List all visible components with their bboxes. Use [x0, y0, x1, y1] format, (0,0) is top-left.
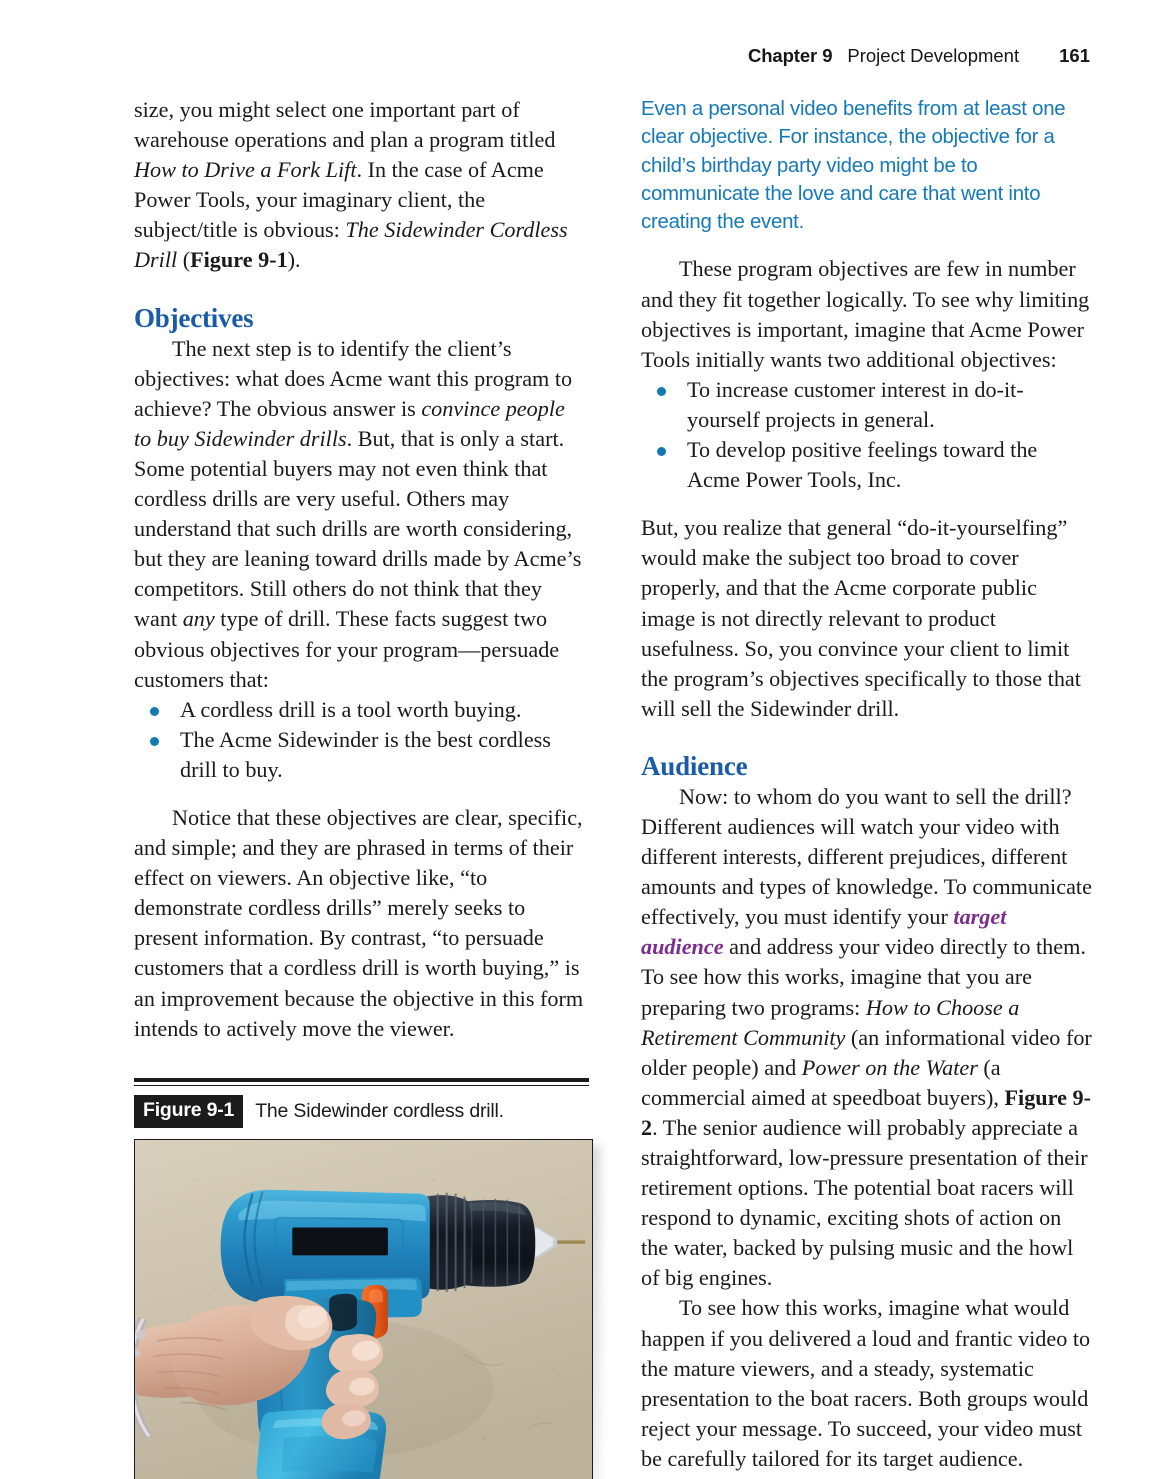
audience-figure-ref: Figure 9-2	[641, 1084, 1091, 1140]
bullet-dot-icon	[150, 707, 159, 716]
list-item-label: To develop positive feelings toward the Acme Power Tools, Inc.	[687, 437, 1038, 493]
objectives-part1: The next step is to identify the client’s objectives: what does Acme want this program to achieve? The obvious answer is	[134, 335, 573, 421]
objectives-part3: type of drill. These facts suggest two obvious objectives for your program—persuade customers that:	[134, 606, 560, 692]
audience-part3: (an informational video for older people) and	[641, 1024, 1092, 1080]
bullet-dot-icon	[657, 447, 666, 456]
figure-photo	[134, 1139, 598, 1479]
continued-part1: size, you might select one important part of warehouse operations and plan a program titled	[134, 97, 556, 153]
page-number: 161	[1059, 45, 1090, 66]
list-item	[134, 695, 585, 725]
objective-bullet-list	[134, 695, 585, 785]
figure-tag: Figure 9-1	[134, 1095, 243, 1128]
audience-paragraph	[641, 782, 1092, 1294]
audience-part2: and address your video directly to them. To see how this works, imagine that you are preparing two programs:	[641, 934, 1086, 1020]
list-item	[641, 375, 1092, 435]
list-item-label: The Acme Sidewinder is the best cordless drill to buy.	[180, 726, 551, 782]
continued-italic2: The Sidewinder Cordless Drill	[134, 217, 568, 273]
closing-paragraph: To see how this works, imagine what would happen if you delivered a loud and frantic video to the mature viewers, and a steady, systematic presentation to the boat racers. Both groups would reject your message. To succeed, your video must be carefully tailored for its target audience.	[641, 1295, 1091, 1471]
continued-part3: (	[177, 247, 191, 273]
key-term-target-audience: target audience	[641, 904, 1007, 960]
but-you-realize-paragraph: But, you realize that general “do-it-yourselfing” would make the subject too broad to cover properly, and that the Acme corporate public image is not directly relevant to product usefulness. So, you convince your client to limit the program’s objectives specifically to those that will sell the Sidewinder drill.	[641, 515, 1081, 721]
figure-rule-thick	[134, 1078, 589, 1082]
figure-caption-row	[134, 1095, 589, 1128]
callout-note: Even a personal video benefits from at least one clear objective. For instance, the objective for a child’s birthday party video might be to communicate the love and care that went into creating the event.	[641, 98, 1066, 234]
two-column-body	[134, 95, 1092, 1479]
list-item	[134, 725, 585, 785]
list-item-label: A cordless drill is a tool worth buying.	[180, 696, 522, 722]
continued-part2: . In the case of Acme Power Tools, your imaginary client, the subject/title is obvious:	[134, 157, 544, 243]
objectives-heading: Objectives	[134, 302, 254, 333]
audience-part1: Now: to whom do you want to sell the drill? Different audiences will watch your video with different interests, different prejudices, different amounts and types of knowledge. To communicate effectively, you must identify your	[641, 783, 1092, 930]
objectives-part2: . But, that is only a start. Some potential buyers may not even think that cordless drills are very useful. Others may understand that such drills are worth considering, but they are leaning toward drills made by Acme’s competitors. Still others do not think that they want	[134, 425, 582, 632]
figure-9-1	[134, 1078, 589, 1479]
figure-rule-thin	[134, 1085, 589, 1087]
objectives-italic1: convince people to buy Sidewinder drills	[134, 395, 565, 451]
cordless-drill-photo	[135, 1140, 592, 1479]
running-head	[748, 45, 1090, 67]
continued-part4: ).	[287, 247, 301, 273]
objectives-paragraph	[134, 334, 585, 695]
list-item-label: To increase customer interest in do-it-yourself projects in general.	[687, 376, 1024, 432]
continued-figure-ref: Figure 9-1	[190, 247, 288, 273]
audience-italic2: Power on the Water	[801, 1054, 978, 1080]
figure-photo-frame	[134, 1139, 593, 1479]
continued-italic1: How to Drive a Fork Lift	[134, 157, 357, 183]
left-column	[134, 95, 585, 1479]
audience-heading: Audience	[641, 750, 748, 781]
bullet-dot-icon	[150, 737, 159, 746]
list-item	[641, 435, 1092, 495]
audience-part4: (a commercial aimed at speedboat buyers),	[641, 1054, 1005, 1110]
running-head-chapter-title: Project Development	[847, 45, 1020, 66]
audience-part5: . The senior audience will probably appreciate a straightforward, low-pressure presentation of their retirement options. The potential boat racers will respond to dynamic, exciting shots of action on the water, backed by pulsing music and the howl of big engines.	[641, 1114, 1088, 1291]
audience-italic1: How to Choose a Retirement Community	[641, 994, 1020, 1050]
additional-objectives-bullet-list	[641, 375, 1092, 495]
right-column	[641, 95, 1092, 1479]
running-head-chapter-label: Chapter 9	[747, 45, 833, 66]
notice-paragraph: Notice that these objectives are clear, specific, and simple; and they are phrased in terms of their effect on viewers. An objective like, “to demonstrate cordless drills” merely seeks to present information. By contrast, “to persuade customers that a cordless drill is worth buying,” is an improvement because the objective in this form intends to actively move the viewer.	[134, 804, 584, 1041]
figure-caption-text: The Sidewinder cordless drill.	[255, 1099, 504, 1122]
continued-paragraph	[134, 95, 585, 276]
bullet-dot-icon	[657, 387, 666, 396]
objectives-italic2: any	[182, 606, 215, 632]
program-objectives-paragraph: These program objectives are few in number and they fit together logically. To see why limiting objectives is important, imagine that Acme Power Tools initially wants two additional objectives:	[641, 256, 1090, 372]
